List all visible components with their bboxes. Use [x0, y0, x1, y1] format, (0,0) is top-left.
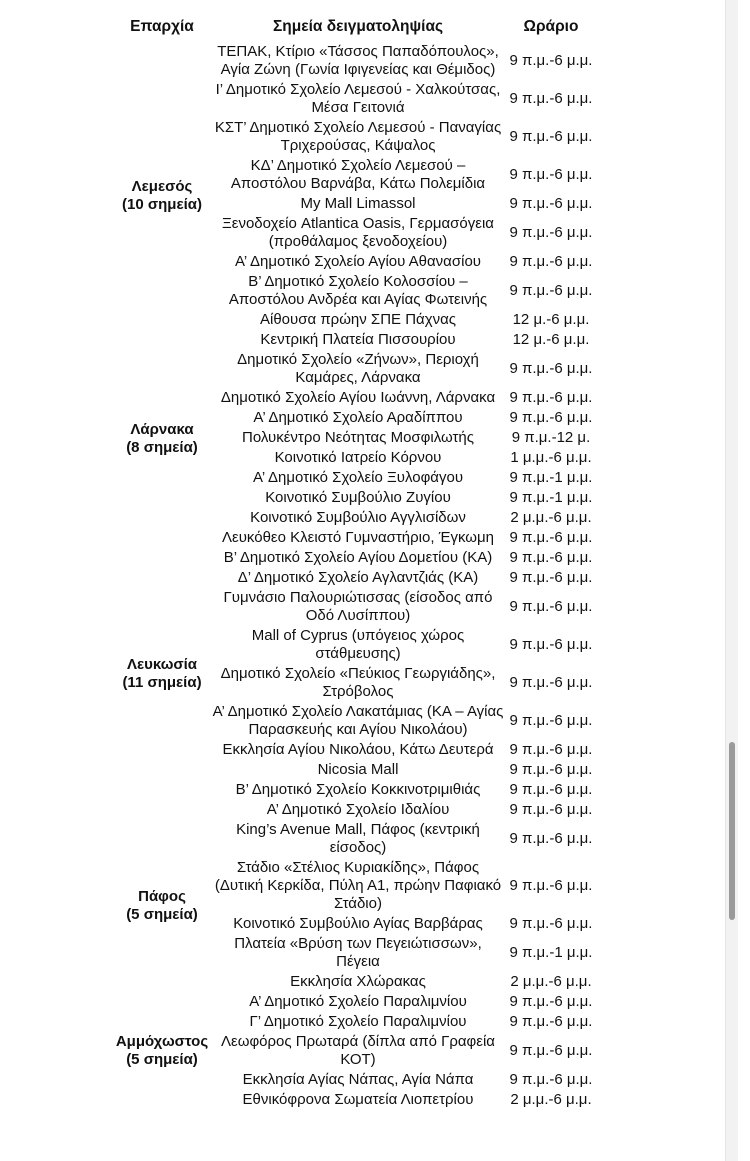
table-row [112, 528, 598, 548]
district-cell [112, 42, 212, 350]
hours-cell: 9 π.μ.-6 μ.μ. [509, 529, 593, 546]
site-cell: Κοινοτικό Συμβούλιο Αγγλισίδων [250, 509, 466, 526]
site-cell: Δ’ Δημοτικό Σχολείο Αγλαντζιάς (ΚΑ) [237, 569, 479, 586]
scrollbar-track[interactable] [725, 0, 738, 1161]
hours-cell: 9 π.μ.-1 μ.μ. [509, 489, 593, 506]
site-cell: Εκκλησία Αγίου Νικολάου, Κάτω Δευτερά [222, 741, 494, 758]
hours-cell: 9 π.μ.-6 μ.μ. [509, 52, 593, 69]
site-cell: ΤΕΠΑΚ, Κτίριο «Τάσσος Παπαδόπουλος», Αγία Ζώνη (Γωνία Ιφιγενείας και Θέμιδος) [217, 43, 499, 78]
hours-cell: 9 π.μ.-6 μ.μ. [509, 90, 593, 107]
hours-column-header: Ωράριο [523, 18, 579, 35]
district-column-header: Επαρχία [130, 18, 194, 35]
hours-cell: 9 π.μ.-6 μ.μ. [509, 598, 593, 615]
site-cell: Λευκόθεο Κλειστό Γυμναστήριο, Έγκωμη [222, 529, 494, 546]
hours-cell: 9 π.μ.-6 μ.μ. [509, 915, 593, 932]
hours-cell: 2 μ.μ.-6 μ.μ. [510, 509, 592, 526]
district-site-count: (10 σημεία) [122, 196, 202, 213]
site-cell: Ι’ Δημοτικό Σχολείο Λεμεσού - Χαλκούτσας, Μέσα Γειτονιά [215, 81, 501, 116]
hours-cell: 9 π.μ.-6 μ.μ. [509, 781, 593, 798]
site-cell: Nicosia Mall [317, 761, 399, 778]
hours-cell: 9 π.μ.-6 μ.μ. [509, 1013, 593, 1030]
hours-cell: 9 π.μ.-6 μ.μ. [509, 1042, 593, 1059]
site-column-header: Σημεία δειγματοληψίας [272, 18, 444, 35]
site-cell: Γ’ Δημοτικό Σχολείο Παραλιμνίου [249, 1013, 467, 1030]
hours-cell: 2 μ.μ.-6 μ.μ. [510, 973, 592, 990]
hours-cell: 9 π.μ.-6 μ.μ. [509, 569, 593, 586]
hours-cell: 9 π.μ.-6 μ.μ. [509, 830, 593, 847]
site-cell: Δημοτικό Σχολείο «Πεύκιος Γεωργιάδης», Στρόβολος [220, 665, 496, 700]
hours-cell: 9 π.μ.-6 μ.μ. [509, 253, 593, 270]
site-cell: Πλατεία «Βρύση των Πεγειώτισσων», Πέγεια [234, 935, 482, 970]
site-cell: Α’ Δημοτικό Σχολείο Ιδαλίου [266, 801, 450, 818]
district-site-count: (8 σημεία) [126, 439, 198, 456]
hours-cell: 9 π.μ.-6 μ.μ. [509, 636, 593, 653]
site-cell: Αίθουσα πρώην ΣΠΕ Πάχνας [260, 311, 456, 328]
site-cell: Στάδιο «Στέλιος Κυριακίδης», Πάφος (Δυτική Κερκίδα, Πύλη Α1, πρώην Παφιακό Στάδιο) [214, 859, 502, 912]
site-cell: Δημοτικό Σχολείο Αγίου Ιωάννη, Λάρνακα [220, 389, 496, 406]
district-name: Λεμεσός [131, 178, 193, 195]
district-name: Αμμόχωστος [115, 1033, 209, 1050]
sampling-sites-table [112, 18, 598, 1110]
hours-cell: 9 π.μ.-1 μ.μ. [509, 469, 593, 486]
scrollbar-thumb[interactable] [729, 742, 735, 920]
table-row [112, 42, 598, 80]
hours-cell: 9 π.μ.-12 μ. [511, 429, 591, 446]
hours-cell: 9 π.μ.-6 μ.μ. [509, 409, 593, 426]
hours-cell: 9 π.μ.-6 μ.μ. [509, 761, 593, 778]
hours-cell: 9 π.μ.-6 μ.μ. [509, 128, 593, 145]
table-body [112, 42, 598, 1110]
site-cell: ΚΣΤ’ Δημοτικό Σχολείο Λεμεσού - Παναγίας Τριχερούσας, Κάψαλος [214, 119, 502, 154]
site-cell: My Mall Limassol [300, 195, 416, 212]
site-cell: Α’ Δημοτικό Σχολείο Αραδίππου [253, 409, 463, 426]
hours-cell: 9 π.μ.-6 μ.μ. [509, 166, 593, 183]
site-cell: Α’ Δημοτικό Σχολείο Αγίου Αθανασίου [234, 253, 481, 270]
site-cell: Ξενοδοχείο Atlantica Oasis, Γερμασόγεια (προθάλαμος ξενοδοχείου) [222, 215, 494, 250]
site-cell: Εκκλησία Χλώρακας [290, 973, 426, 990]
hours-cell: 9 π.μ.-6 μ.μ. [509, 195, 593, 212]
district-name: Λευκωσία [126, 656, 198, 673]
hours-cell: 9 π.μ.-6 μ.μ. [509, 712, 593, 729]
site-cell: Κοινοτικό Ιατρείο Κόρνου [274, 449, 442, 466]
site-cell: Β’ Δημοτικό Σχολείο Κολοσσίου – Αποστόλου Ανδρέα και Αγίας Φωτεινής [228, 273, 488, 308]
hours-cell: 9 π.μ.-6 μ.μ. [509, 1071, 593, 1088]
district-site-count: (11 σημεία) [122, 674, 202, 691]
district-name: Λάρνακα [130, 421, 194, 438]
site-cell: Β’ Δημοτικό Σχολείο Κοκκινοτριμιθιάς [235, 781, 481, 798]
site-cell: Α’ Δημοτικό Σχολείο Ξυλοφάγου [252, 469, 464, 486]
district-name: Πάφος [138, 888, 186, 905]
hours-cell: 9 π.μ.-6 μ.μ. [509, 282, 593, 299]
district-site-count: (5 σημεία) [126, 906, 198, 923]
district-cell [112, 350, 212, 528]
hours-cell: 9 π.μ.-6 μ.μ. [509, 389, 593, 406]
hours-cell: 2 μ.μ.-6 μ.μ. [510, 1091, 592, 1108]
hours-cell: 9 π.μ.-6 μ.μ. [509, 877, 593, 894]
hours-cell: 1 μ.μ.-6 μ.μ. [510, 449, 592, 466]
site-cell: Γυμνάσιο Παλουριώτισσας (είσοδος από Οδό Λυσίππου) [223, 589, 493, 624]
table-row [112, 820, 598, 858]
hours-cell: 12 μ.-6 μ.μ. [512, 311, 590, 328]
hours-cell: 12 μ.-6 μ.μ. [512, 331, 590, 348]
hours-cell: 9 π.μ.-6 μ.μ. [509, 741, 593, 758]
hours-cell: 9 π.μ.-6 μ.μ. [509, 224, 593, 241]
district-cell [112, 992, 212, 1110]
site-cell: King’s Avenue Mall, Πάφος (κεντρική είσοδος) [236, 821, 480, 856]
site-cell: Β’ Δημοτικό Σχολείο Αγίου Δομετίου (ΚΑ) [223, 549, 493, 566]
site-cell: Πολυκέντρο Νεότητας Μοσφιλωτής [241, 429, 474, 446]
hours-cell: 9 π.μ.-6 μ.μ. [509, 549, 593, 566]
site-cell: Κεντρική Πλατεία Πισσουρίου [260, 331, 456, 348]
hours-cell: 9 π.μ.-6 μ.μ. [509, 801, 593, 818]
site-cell: Α’ Δημοτικό Σχολείο Λακατάμιας (ΚΑ – Αγίας Παρασκευής και Αγίου Νικολάου) [212, 703, 504, 738]
site-cell: ΚΔ’ Δημοτικό Σχολείο Λεμεσού – Αποστόλου Βαρνάβα, Κάτω Πολεμίδια [230, 157, 486, 192]
site-cell: Δημοτικό Σχολείο «Ζήνων», Περιοχή Καμάρες, Λάρνακα [237, 351, 479, 386]
district-cell [112, 528, 212, 820]
hours-cell: 9 π.μ.-6 μ.μ. [509, 993, 593, 1010]
table-row [112, 992, 598, 1012]
hours-cell: 9 π.μ.-1 μ.μ. [509, 944, 593, 961]
site-cell: Λεωφόρος Πρωταρά (δίπλα από Γραφεία ΚΟΤ) [221, 1033, 495, 1068]
district-site-count: (5 σημεία) [126, 1051, 198, 1068]
table-header-row [112, 18, 598, 42]
site-cell: Εκκλησία Αγίας Νάπας, Αγία Νάπα [242, 1071, 474, 1088]
hours-cell: 9 π.μ.-6 μ.μ. [509, 674, 593, 691]
site-cell: Κοινοτικό Συμβούλιο Αγίας Βαρβάρας [233, 915, 483, 932]
table-row [112, 350, 598, 388]
site-cell: Εθνικόφρονα Σωματεία Λιοπετρίου [242, 1091, 474, 1108]
site-cell: Κοινοτικό Συμβούλιο Ζυγίου [265, 489, 451, 506]
hours-cell: 9 π.μ.-6 μ.μ. [509, 360, 593, 377]
site-cell: Mall of Cyprus (υπόγειος χώρος στάθμευσης) [251, 627, 465, 662]
district-cell [112, 820, 212, 992]
site-cell: Α’ Δημοτικό Σχολείο Παραλιμνίου [249, 993, 467, 1010]
